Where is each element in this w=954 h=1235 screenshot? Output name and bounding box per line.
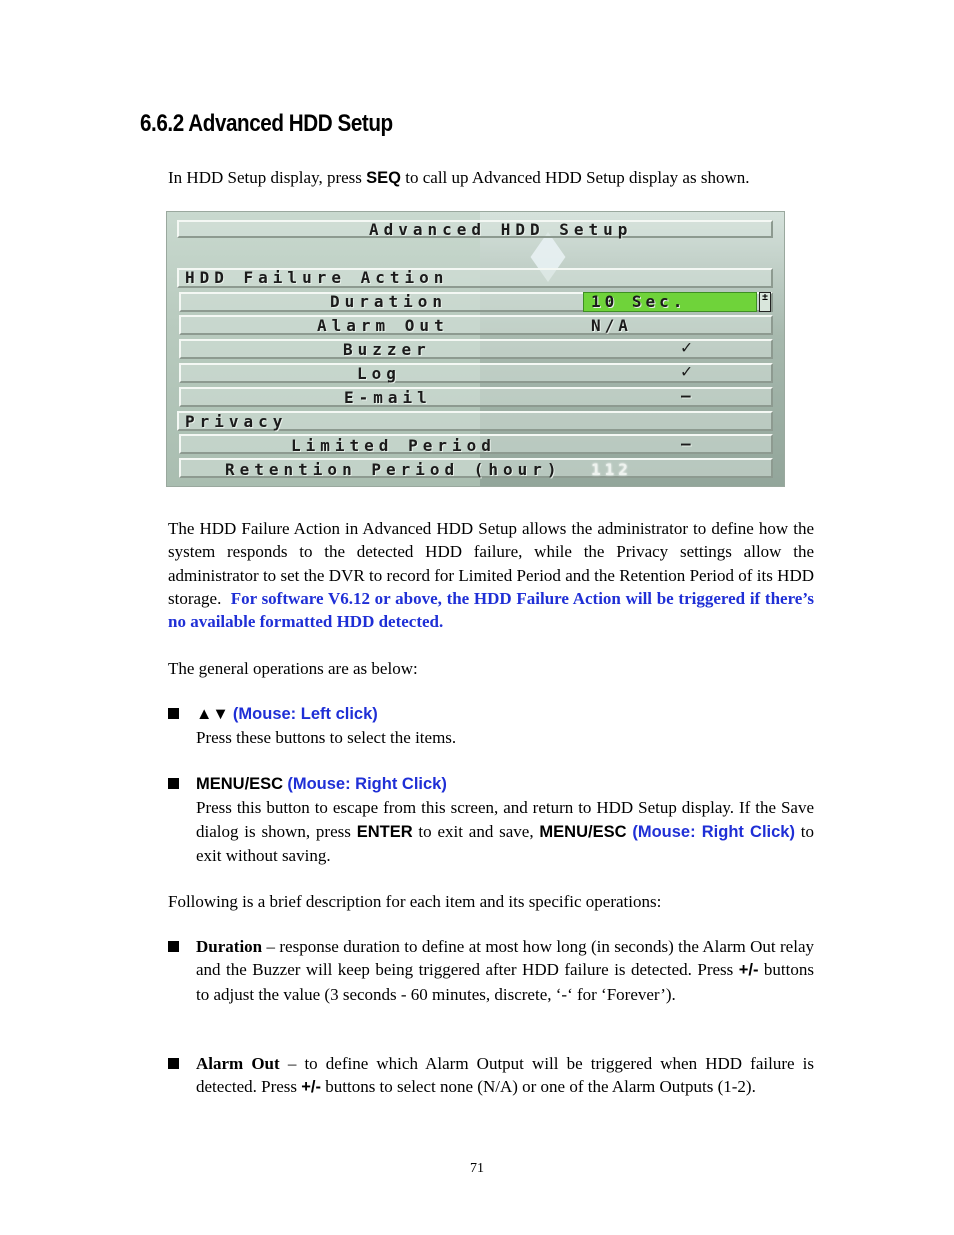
- mouse-left-click-label: (Mouse: Left click): [232, 705, 378, 723]
- osd-value-duration: 10 Sec.: [591, 292, 687, 311]
- bullet-square-icon: [168, 778, 179, 789]
- alarm-out-text-post: buttons to select none (N/A) or one of the Alarm Outputs (1-2).: [321, 1077, 756, 1097]
- intro-text-post: to call up Advanced HDD Setup display as shown.: [401, 168, 750, 187]
- osd-label-duration: Duration: [330, 292, 448, 311]
- bullet-square-icon: [168, 708, 179, 719]
- intro-paragraph: [168, 166, 814, 190]
- osd-value-email: –: [681, 386, 695, 405]
- menu-esc-text-post: to exit without saving.: [196, 821, 815, 865]
- osd-label-buzzer: Buzzer: [343, 340, 431, 359]
- duration-text-pre: – response duration to define at most how long (in seconds) the Alarm Out relay and the Buzzer will keep being triggered after HDD failure is detected. Press: [196, 937, 814, 980]
- item-alarm-out: [168, 1052, 814, 1100]
- menu-esc-label: MENU/ESC: [196, 775, 284, 793]
- osd-label-email: E-mail: [344, 388, 432, 407]
- alarm-out-term: Alarm Out: [196, 1054, 280, 1073]
- arrow-keys-label: ▲▼: [196, 705, 229, 723]
- page-number: 71: [470, 1161, 484, 1176]
- osd-label-alarm-out: Alarm Out: [317, 316, 449, 335]
- advanced-hdd-setup-screenshot: [166, 211, 785, 487]
- op-item-arrows: [168, 702, 814, 750]
- enter-key-label: ENTER: [356, 822, 413, 841]
- mouse-right-click-label-2: (Mouse: Right Click): [632, 822, 795, 841]
- duration-term: Duration: [196, 937, 263, 956]
- osd-value-retention-period: 112: [591, 460, 632, 479]
- osd-label-limited-period: Limited Period: [291, 436, 496, 455]
- bullet-square-icon: [168, 1058, 179, 1069]
- osd-section-failure: HDD Failure Action: [185, 268, 449, 287]
- general-ops-text: The general operations are as below:: [168, 659, 418, 678]
- seq-key: SEQ: [366, 169, 402, 187]
- osd-value-alarm-out: N/A: [591, 316, 632, 335]
- plus-minus-key-label: +/-: [738, 961, 759, 980]
- op-item-menu-esc: [168, 772, 814, 867]
- menu-esc-text-mid: to exit and save,: [412, 821, 540, 841]
- arrow-keys-text: Press these buttons to select the items.: [196, 728, 457, 748]
- osd-value-limited-period: –: [681, 434, 695, 453]
- description-text: The HDD Failure Action in Advanced HDD Setup allows the administrator to define how the system responds to the detected HDD failure, while the Privacy settings allow the administrator to set the DVR to record for Limited Period and the Retention Period of its HDD storage.: [168, 519, 814, 608]
- description-paragraph: [168, 517, 814, 633]
- log-check-icon: ✓: [681, 361, 692, 382]
- duration-text-post: buttons to adjust the value (3 seconds - 60 minutes, discrete, ‘-‘ for ‘Forever’).: [196, 960, 814, 1004]
- item-duration: [168, 935, 814, 1006]
- plus-minus-stepper-icon[interactable]: ±: [759, 292, 771, 312]
- following-text: Following is a brief description for each item and its specific operations:: [168, 892, 662, 911]
- osd-title: Advanced HDD Setup: [369, 220, 633, 239]
- section-heading: 6.6.2 Advanced HDD Setup: [140, 110, 393, 137]
- bullet-square-icon: [168, 941, 179, 952]
- menu-esc-key-label: MENU/ESC: [539, 822, 627, 841]
- plus-minus-key-label: +/-: [301, 1078, 321, 1097]
- osd-label-retention-period: Retention Period (hour): [225, 460, 562, 479]
- osd-section-privacy: Privacy: [185, 412, 288, 431]
- menu-esc-text-pre: Press this button to escape from this screen, and return to HDD Setup display. If the Save dialog is shown, press: [196, 798, 814, 841]
- alarm-out-text-pre: – to define which Alarm Output will be triggered when HDD failure is detected. Press: [196, 1054, 815, 1097]
- osd-label-log: Log: [357, 364, 401, 383]
- software-note: For software V6.12 or above, the HDD Failure Action will be triggered if there’s no available formatted HDD detected.: [168, 588, 815, 632]
- intro-text-pre: In HDD Setup display, press: [168, 168, 367, 187]
- osd-row-alarm-out[interactable]: [179, 315, 773, 335]
- mouse-right-click-label: (Mouse: Right Click): [287, 775, 447, 793]
- buzzer-check-icon: ✓: [681, 337, 692, 358]
